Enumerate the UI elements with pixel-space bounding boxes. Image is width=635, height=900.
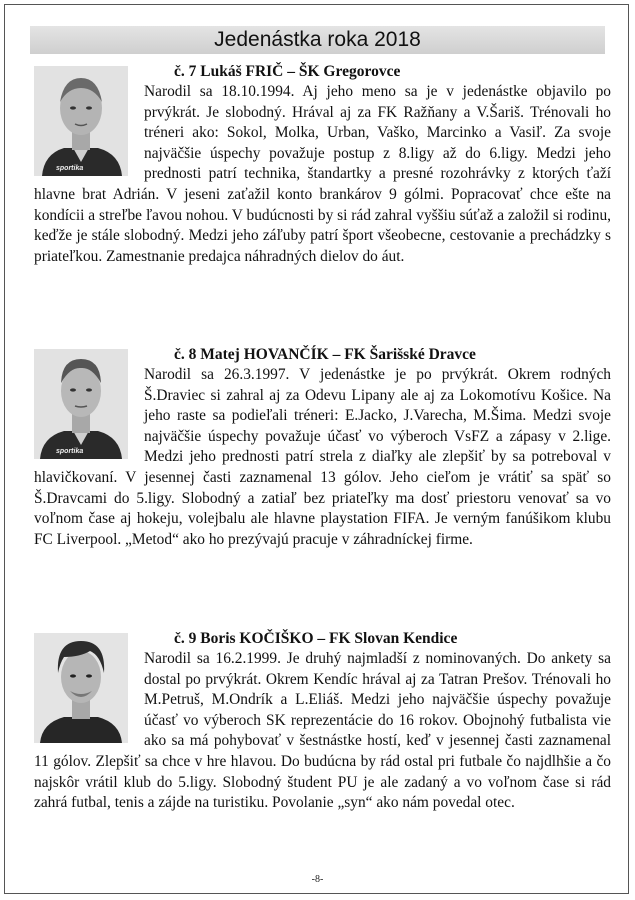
player-bio [34,82,611,267]
player-bio-text: Narodil sa 18.10.1994. Aj jeho meno sa je v jedenástke objavilo po prvýkrát. Je slobodný. Hrával aj za FK Ražňany a V.Šariš. Trénovali ho tréneri ako: Sokol, Molka, Urban, Vaško, Marcinko a Vasiľ. Za svoje najväčšie úspechy považuje postup z 8.ligy až do 6.ligy. Medzi jeho prednosti patrí technika, štandartky a presné rozohrávky z ktorých ťaží hlavne brat Adrián. V jeseni zaťažil konto brankárov 9 gólmi. Popracovať chce ešte na kondícii a streľbe ľavou nohou. V budúcnosti by si rád zahral vyššiu súťaž a založil si rodinu, keďže je stále slobodný. Medzi jeho záľuby patrí šport všeobecne, cestovanie a prechádzky s priateľkou. Zamestnanie predajca náhradných dielov do áut. [34,83,611,265]
sportika-logo: sportika [56,448,84,455]
player-bio [34,365,611,550]
player-bio [34,649,611,814]
sportika-logo: sportika [56,165,84,172]
player-bio-text: Narodil sa 26.3.1997. V jedenástke je po prvýkrát. Okrem rodných Š.Draviec si zahral aj za Odevu Lipany ale aj za Lokomotívu Košice. Na jeho raste sa podieľali tréneri: E.Jacko, J.Varecha, M.Šima. Medzi svoje najväčšie úspechy považuje účasť vo výberoch VsFZ a zápasy v 2.lige. Medzi jeho prednosti patrí strela z diaľky ale zlepšiť by sa potreboval v hlavičkovaní. V jesennej časti zaznamenal 13 gólov. Jeho cieľom je vrátiť sa späť so Š.Dravcami do 5.ligy. Slobodný a zatiaľ bez priateľky ma dosť priestoru venovať sa vo voľnom čase aj hokeju, volejbalu ale hlavne playstation FIFA. Je verným fanúšikom klubu FC Liverpool. „Metod“ ako ho prezývajú pracuje v záhradníckej firme. [34,366,611,548]
player-bio-text: Narodil sa 16.2.1999. Je druhý najmladší z nominovaných. Do ankety sa dostal po prvýkrát. Okrem Kendíc hrával aj za Tatran Prešov. Trénovali ho M.Petruš, M.Ondrík a L.Eliáš. Medzi jeho najväčšie úspechy považuje účasť vo výberoch SK reprezentácie do 16 rokov. Obojnohý futbalista vie ako sa má pohybovať v šestnástke hostí, keď v jesennej časti zaznamenal 11 gólov. Zlepšiť sa chce v hre hlavou. Do budúcna by rád ostal pri futbale čo najdlhšie a čo najskôr vrátil klub do 5.ligy. Slobodný študent PU je ale zadaný a vo voľnom čase si rád zahrá futbal, tenis a zájde na turistiku. Povolanie „syn“ ako nám povedal otec. [34,650,611,812]
page-number: -8- [311,874,324,885]
player-heading: č. 7 Lukáš FRIČ – ŠK Gregorovce [174,63,401,80]
player-heading: č. 9 Boris KOČIŠKO – FK Slovan Kendice [174,630,458,647]
page-title: Jedenástka roka 2018 [30,26,605,54]
player-heading: č. 8 Matej HOVANČÍK – FK Šarišské Dravce [174,346,476,363]
